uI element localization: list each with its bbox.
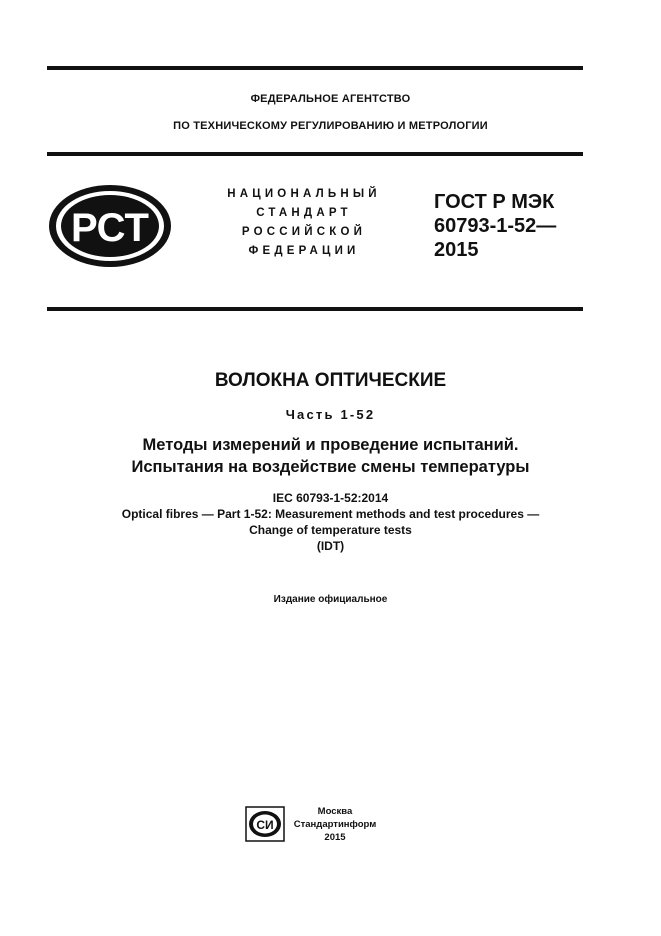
gost-designation (434, 190, 556, 262)
subtitle-line-2: Испытания на воздействие смены температуры (131, 458, 530, 476)
gost-line-2: 60793-1-52— (434, 215, 557, 237)
iec-line-1: Optical fibres — Part 1-52: Measurement methods and test procedures — (121, 507, 540, 521)
header-divider (47, 152, 583, 156)
iec-line-2: Change of temperature tests (249, 523, 412, 537)
agency-line-1: ФЕДЕРАЛЬНОЕ АГЕНТСТВО (250, 93, 411, 105)
document-part: Часть 1-52 (285, 407, 376, 422)
subtitle-line-1: Методы измерений и проведение испытаний. (142, 436, 519, 454)
publisher-logo (245, 806, 285, 842)
publisher-info (290, 805, 380, 844)
iec-line-3: (IDT) (316, 539, 345, 553)
rst-logo-text: РСТ (70, 206, 150, 250)
national-line-2: СТАНДАРТ (256, 207, 352, 219)
publisher-city: Москва (317, 806, 353, 817)
gost-line-3: 2015 (434, 239, 479, 261)
publisher-logo-text: СИ (256, 818, 274, 832)
national-standard-label (205, 185, 403, 261)
national-line-4: ФЕДЕРАЦИИ (248, 245, 360, 257)
top-rule (47, 66, 583, 70)
rst-logo (47, 183, 173, 269)
iec-reference (0, 490, 661, 554)
national-line-1: НАЦИОНАЛЬНЫЙ (227, 188, 381, 200)
document-subtitle (0, 434, 661, 478)
publisher-name: Стандартинформ (293, 819, 377, 830)
iec-code: IEC 60793-1-52:2014 (272, 491, 389, 505)
block-divider (47, 307, 583, 311)
national-line-3: РОССИЙСКОЙ (241, 226, 367, 238)
publisher-year: 2015 (324, 832, 346, 843)
document-title: ВОЛОКНА ОПТИЧЕСКИЕ (214, 370, 447, 391)
edition-label: Издание официальное (273, 594, 388, 605)
agency-line-2: ПО ТЕХНИЧЕСКОМУ РЕГУЛИРОВАНИЮ И МЕТРОЛОГИИ (173, 120, 488, 132)
gost-line-1: ГОСТ Р МЭК (434, 191, 555, 213)
